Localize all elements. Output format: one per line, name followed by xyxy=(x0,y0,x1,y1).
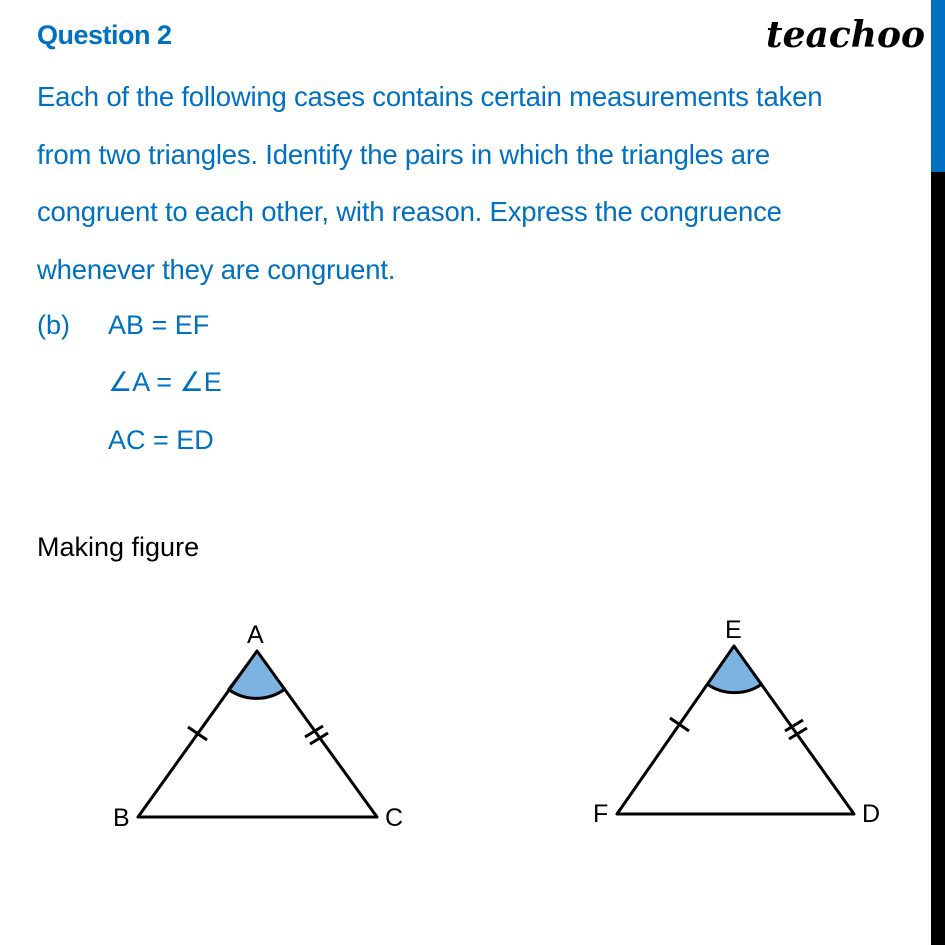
condition-angle: ∠A = ∠E xyxy=(108,367,222,397)
vertex-label-c: C xyxy=(385,804,404,832)
question-line: congruent to each other, with reason. Express the congruence xyxy=(37,196,782,227)
vertex-label-b: B xyxy=(113,804,130,832)
question-line: whenever they are congruent. xyxy=(37,253,396,285)
teachoo-logo: teachoo xyxy=(766,14,925,56)
angle-a-marker xyxy=(228,651,285,698)
angle-e-marker xyxy=(707,646,762,693)
part-label: (b) xyxy=(37,310,70,340)
tick-ef xyxy=(670,718,689,731)
condition-side-1: AB = EF xyxy=(108,310,210,340)
tick-ab xyxy=(188,727,207,740)
question-text xyxy=(37,76,917,306)
section-heading: Making figure xyxy=(37,532,200,562)
side-accent-bar xyxy=(931,0,945,172)
triangle-efd xyxy=(593,616,880,828)
question-line: Each of the following cases contains certain measurements taken xyxy=(37,81,823,112)
vertex-label-e: E xyxy=(725,616,742,644)
question-title: Question 2 xyxy=(37,20,172,50)
question-line: from two triangles. Identify the pairs in which the triangles are xyxy=(37,138,770,170)
vertex-label-a: A xyxy=(247,621,264,649)
vertex-label-d: D xyxy=(862,800,881,828)
vertex-label-f: F xyxy=(593,800,609,828)
triangles-figure xyxy=(0,600,945,860)
condition-side-2: AC = ED xyxy=(108,425,214,455)
triangle-abc xyxy=(113,621,403,832)
